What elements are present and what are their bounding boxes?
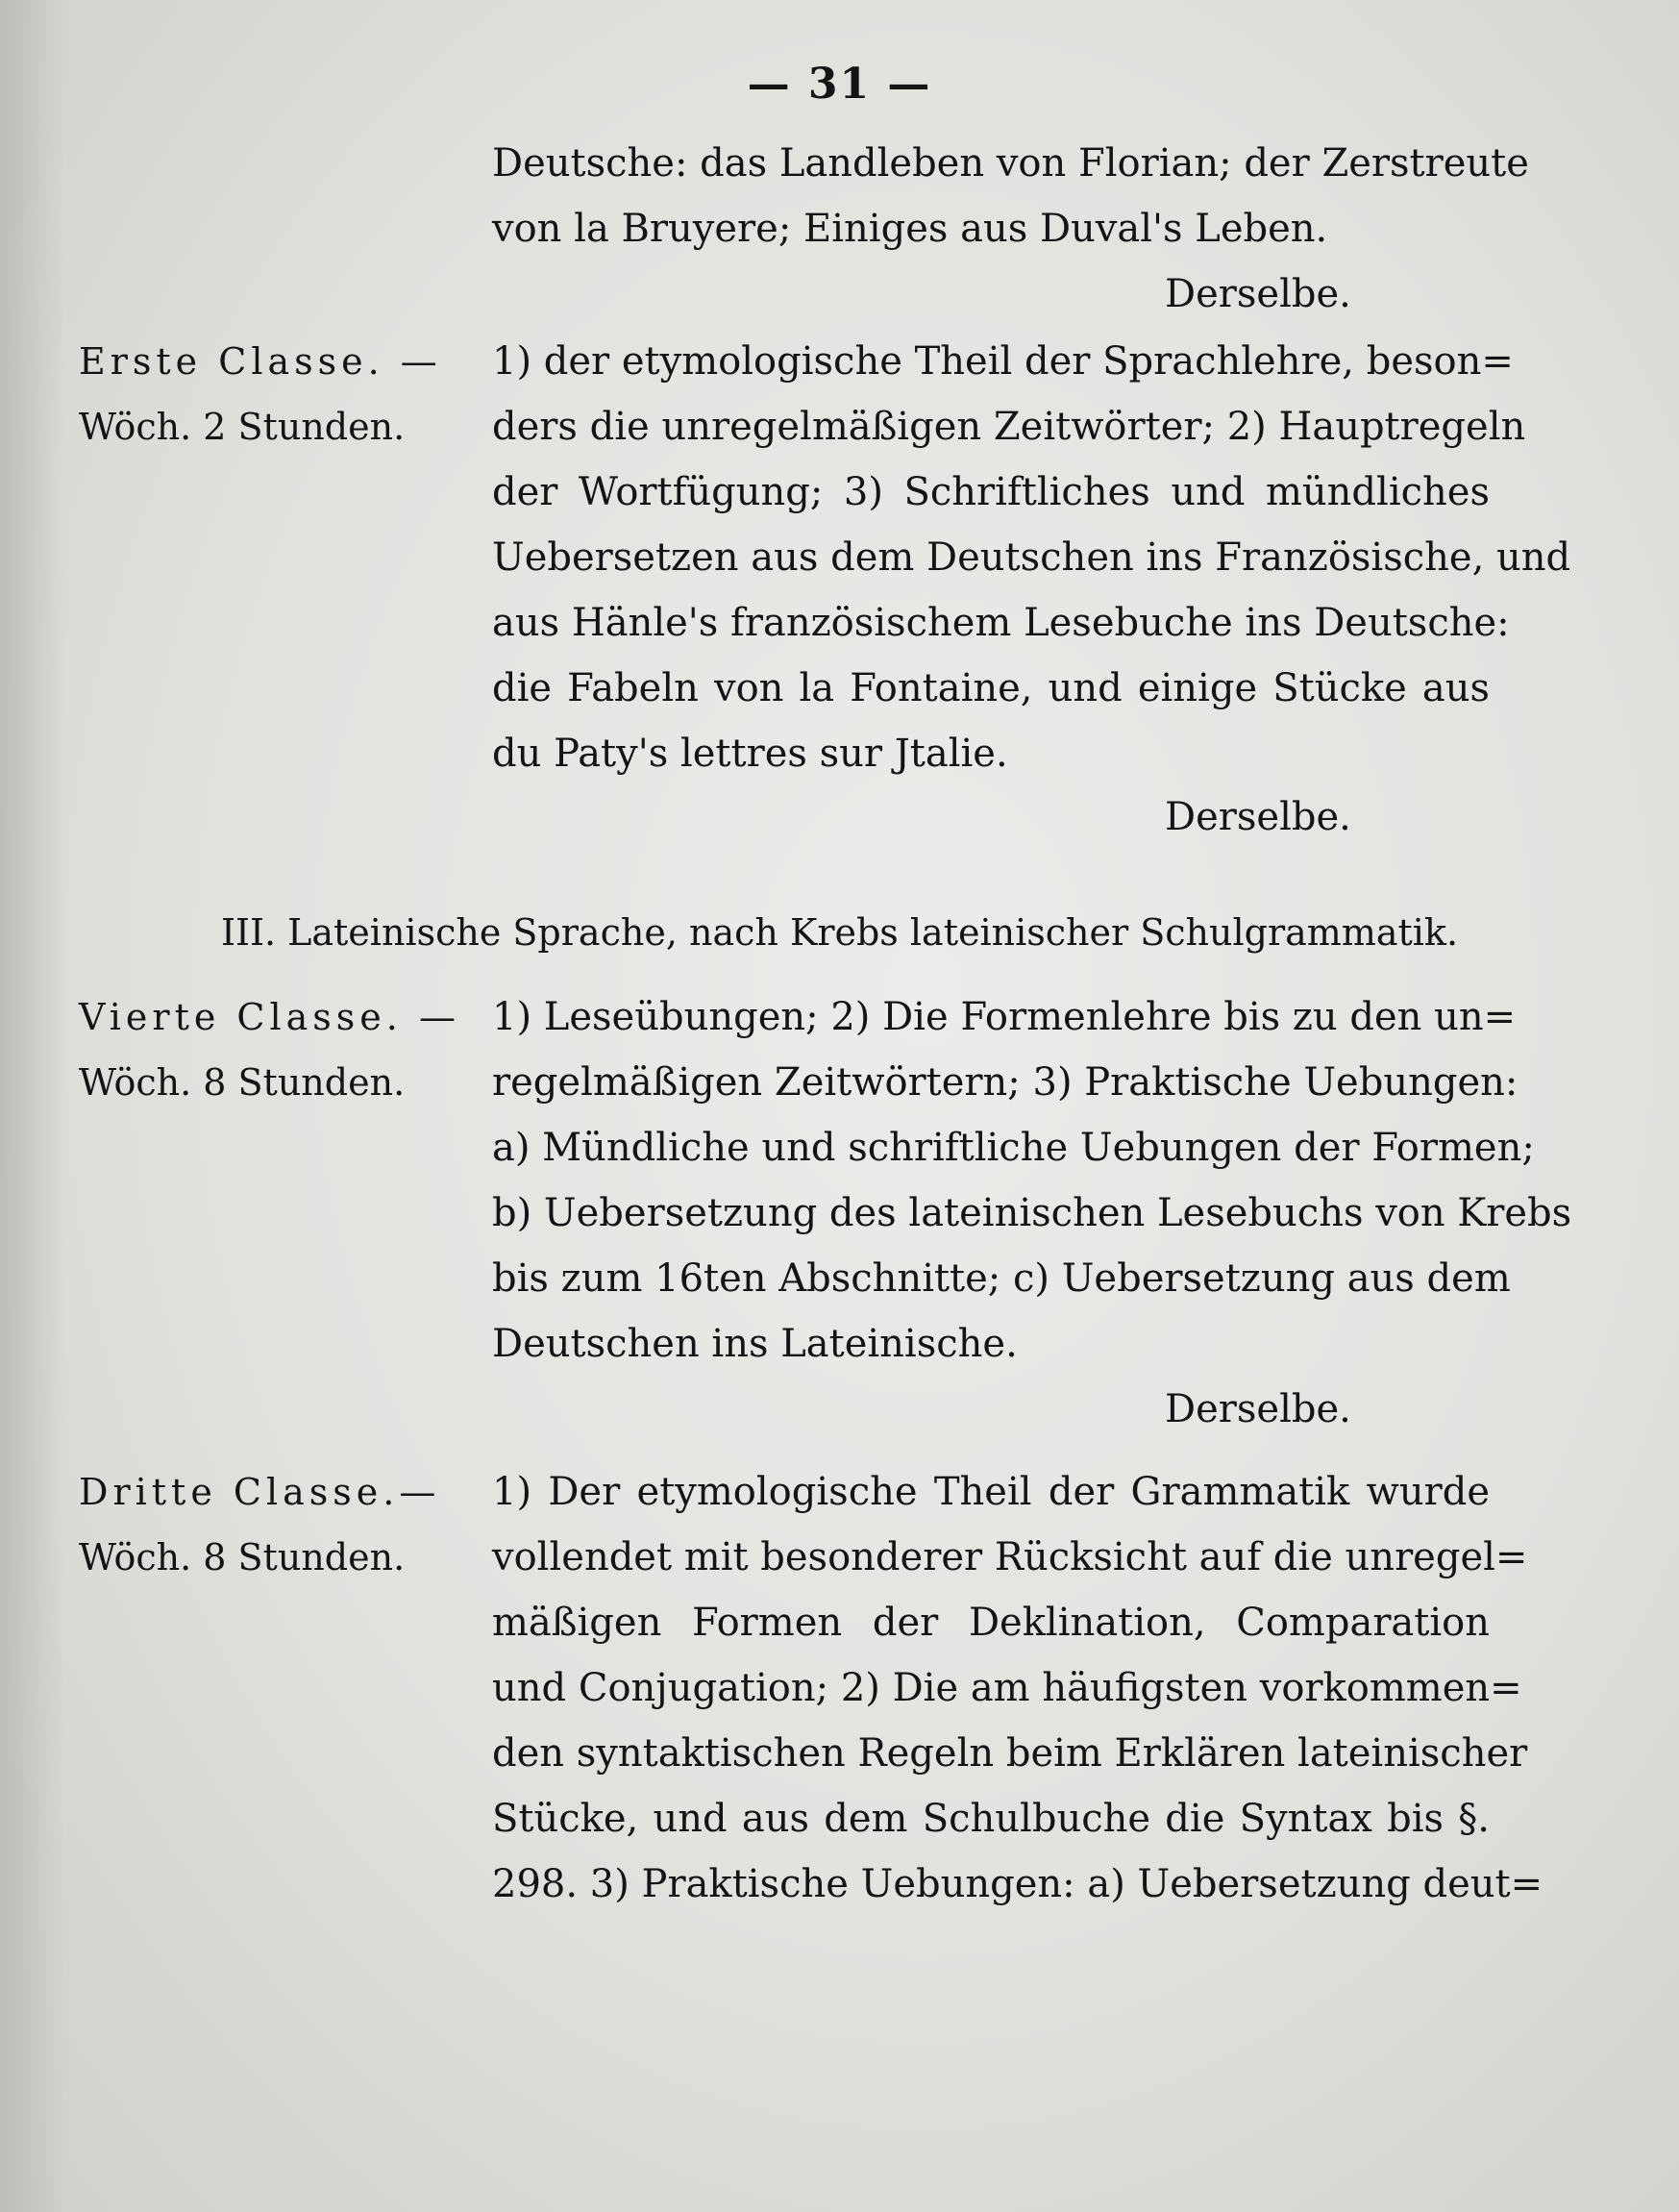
continuation-line-2: von la Bruyere; Einiges aus Duval's Leben. [492, 207, 1328, 251]
vierte-line-2: regelmäßigen Zeitwörtern; 3) Praktische Uebungen: [492, 1060, 1519, 1105]
dritte-line-4: und Conjugation; 2) Die am häufigsten vorkommen= [492, 1666, 1522, 1710]
vierte-line-4: b) Uebersetzung des lateinischen Lesebuchs von Krebs [492, 1191, 1572, 1235]
class-label-dritte: Dritte Classe.— [79, 1471, 441, 1513]
signature-derselbe-3: Derselbe. [1165, 1387, 1351, 1431]
erste-line-6: die Fabeln von la Fontaine, und einige Stücke aus [492, 666, 1490, 710]
vierte-line-3: a) Mündliche und schriftliche Uebungen der Formen; [492, 1126, 1535, 1170]
vierte-line-5: bis zum 16ten Abschnitte; c) Uebersetzung aus dem [492, 1256, 1511, 1301]
vierte-line-1: 1) Leseübungen; 2) Die Formenlehre bis zu den un= [492, 995, 1517, 1039]
dritte-line-6: Stücke, und aus dem Schulbuche die Syntax bis §. [492, 1797, 1490, 1841]
dritte-line-1: 1) Der etymologische Theil der Grammatik wurde [492, 1470, 1490, 1514]
class-hours-erste: Wöch. 2 Stunden. [79, 406, 406, 448]
page-gutter-shadow [0, 0, 67, 2212]
section-heading-latin: III. Lateinische Sprache, nach Krebs lateinischer Schulgrammatik. [220, 911, 1459, 954]
dritte-line-5: den syntaktischen Regeln beim Erklären lateinischer [492, 1731, 1528, 1776]
erste-line-1: 1) der etymologische Theil der Sprachlehre, beson= [492, 339, 1514, 384]
continuation-line-1: Deutsche: das Landleben von Florian; der Zerstreute [492, 141, 1529, 186]
erste-line-5: aus Hänle's französischem Lesebuche ins Deutsche: [492, 601, 1510, 645]
signature-derselbe-1: Derselbe. [1165, 272, 1351, 316]
vierte-line-6: Deutschen ins Lateinische. [492, 1322, 1018, 1366]
class-hours-dritte: Wöch. 8 Stunden. [79, 1536, 406, 1578]
erste-line-7: du Paty's lettres sur Jtalie. [492, 732, 1008, 776]
class-hours-vierte: Wöch. 8 Stunden. [79, 1061, 406, 1104]
page-number: — 31 — [747, 60, 932, 109]
erste-line-2: ders die unregelmäßigen Zeitwörter; 2) Hauptregeln [492, 405, 1526, 449]
erste-line-4: Uebersetzen aus dem Deutschen ins Französische, und [492, 535, 1571, 580]
class-label-vierte: Vierte Classe. — [79, 996, 460, 1038]
erste-line-3: der Wortfügung; 3) Schriftliches und mündliches [492, 470, 1490, 514]
class-label-erste: Erste Classe. — [79, 340, 442, 383]
dritte-line-7: 298. 3) Praktische Uebungen: a) Uebersetzung deut= [492, 1862, 1543, 1906]
signature-derselbe-2: Derselbe. [1165, 795, 1351, 839]
dritte-line-2: vollendet mit besonderer Rücksicht auf die unregel= [492, 1535, 1528, 1579]
dritte-line-3: mäßigen Formen der Deklination, Comparation [492, 1601, 1490, 1645]
